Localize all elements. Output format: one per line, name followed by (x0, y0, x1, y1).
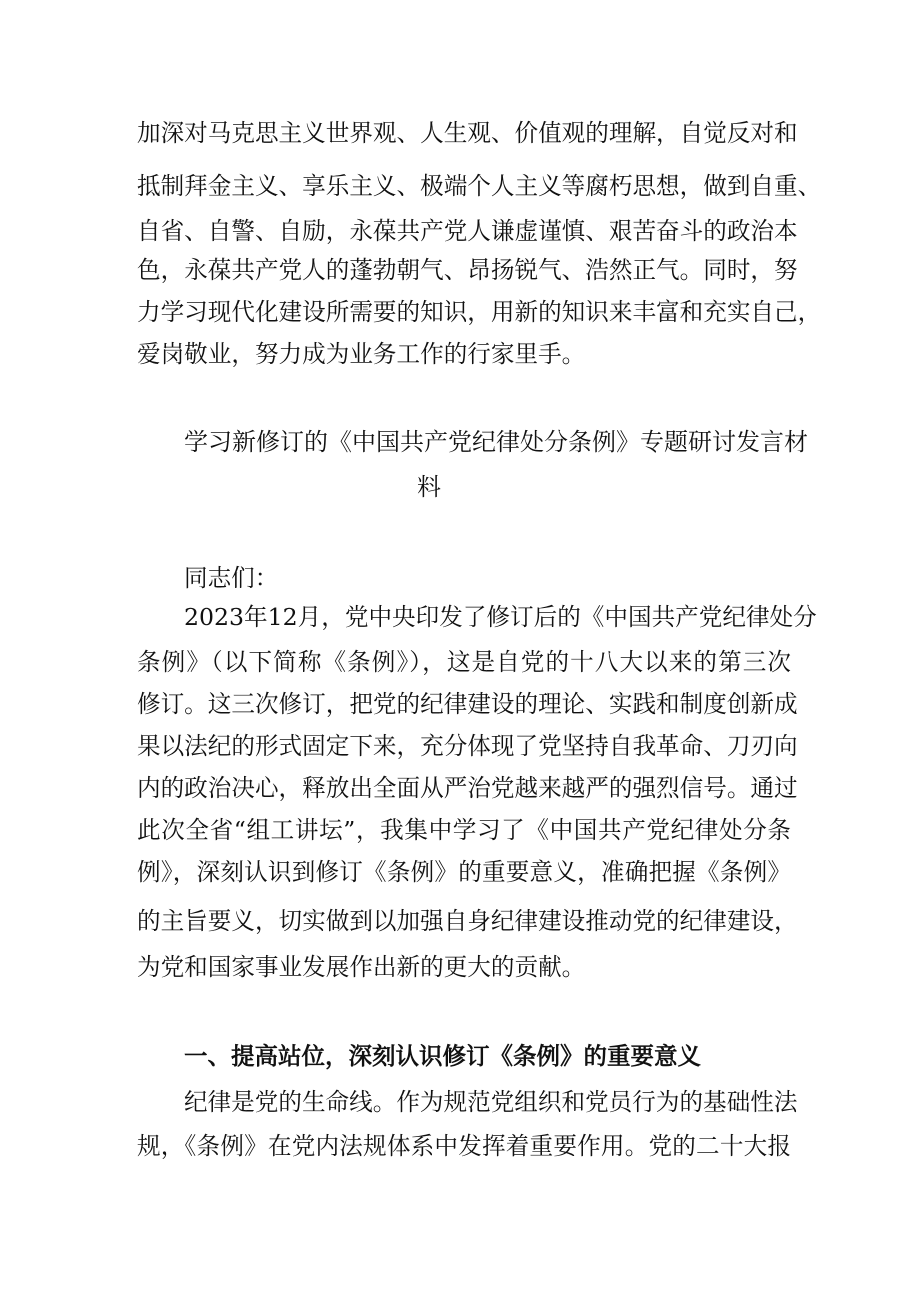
paragraph-line: 加深对马克思主义世界观、人生观、价值观的理解，自觉反对和 (137, 119, 798, 147)
paragraph-line: 内的政治决心，释放出全面从严治党越来越严的强烈信号。通过 (137, 774, 798, 802)
paragraph-line: 力学习现代化建设所需要的知识，用新的知识来丰富和充实自己， (137, 298, 822, 326)
title-line-1: 学习新修订的《中国共产党纪律处分条例》专题研讨发言材 (184, 428, 808, 456)
paragraph-line: 为党和国家事业发展作出新的更大的贡献。 (137, 953, 586, 981)
paragraph-line: 抵制拜金主义、享乐主义、极端个人主义等腐朽思想，做到自重、 (137, 172, 822, 200)
paragraph-line: 例》，深刻认识到修订《条例》的重要意义，准确把握《条例》 (137, 858, 791, 886)
paragraph-line: 纪律是党的生命线。作为规范党组织和党员行为的基础性法 (184, 1088, 798, 1116)
paragraph-line: 的主旨要义，切实做到以加强自身纪律建设推动党的纪律建设， (137, 907, 798, 935)
paragraph-line: 条例》（以下简称《条例》），这是自党的十八大以来的第三次 (137, 648, 791, 676)
paragraph-line: 色，永葆共产党人的蓬勃朝气、昂扬锐气、浩然正气。同时，努 (137, 256, 798, 284)
section-heading: 一、提高站位，深刻认识修订《条例》的重要意义 (184, 1042, 701, 1070)
paragraph-line: 果以法纪的形式固定下来，充分体现了党坚持自我革命、刀刃向 (137, 732, 798, 760)
paragraph-line: 修订。这三次修订，把党的纪律建设的理论、实践和制度创新成 (137, 690, 798, 718)
salutation: 同志们： (184, 564, 279, 592)
title-line-2: 料 (417, 473, 441, 501)
paragraph-line: 爱岗敬业，努力成为业务工作的行家里手。 (137, 340, 586, 368)
paragraph-line: 规，《条例》在党内法规体系中发挥着重要作用。党的二十大报 (137, 1132, 791, 1160)
paragraph-line: 此次全省“组工讲坛”，我集中学习了《中国共产党纪律处分条 (137, 816, 791, 844)
paragraph-line: 自省、自警、自励，永葆共产党人谦虚谨慎、艰苦奋斗的政治本 (137, 217, 798, 245)
paragraph-line: 2023年12月，党中央印发了修订后的《中国共产党纪律处分 (184, 603, 817, 631)
